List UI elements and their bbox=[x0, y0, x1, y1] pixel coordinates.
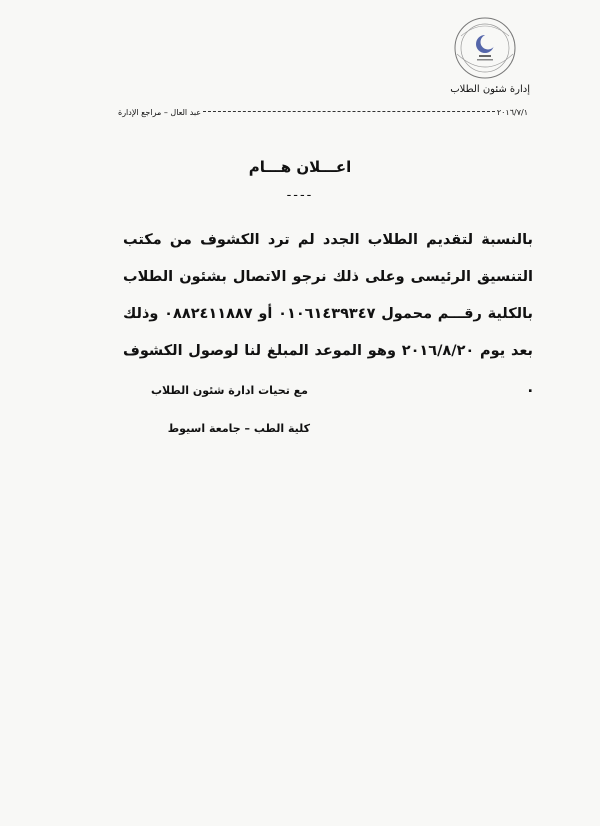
announcement-title: اعـــلان هـــام bbox=[248, 158, 352, 176]
department-name: إدارة شئون الطلاب bbox=[450, 84, 530, 95]
meta-separator bbox=[203, 111, 495, 112]
faculty-crescent-seal-icon bbox=[447, 14, 523, 84]
closing-signature: كلية الطب – جامعة اسيوط bbox=[167, 422, 310, 435]
document-date: ٢٠١٦/٧/١ bbox=[496, 108, 528, 117]
document-signatory: عبد العال – مراجع الإدارة bbox=[118, 108, 202, 117]
announcement-body: بالنسبة لتقديم الطلاب الجدد لم ترد الكشوف من مكتب التنسيق الرئيسى وعلى ذلك نرجو الاتصال بشئون الطلاب بالكلية رقـــم محمول ٠١٠٦١٤٣٩٣٤٧ أو ٠٨٨٢٤١١٨٨٧ وذلك بعد يوم ٢٠١٦/٨/٢٠ وهو الموعد المبلغ لنا لوصول الكشوف . bbox=[123, 232, 533, 396]
title-divider: ---- bbox=[286, 188, 314, 203]
document-meta-line bbox=[118, 108, 528, 117]
closing-greeting: مع تحيات ادارة شئون الطلاب bbox=[150, 384, 308, 397]
